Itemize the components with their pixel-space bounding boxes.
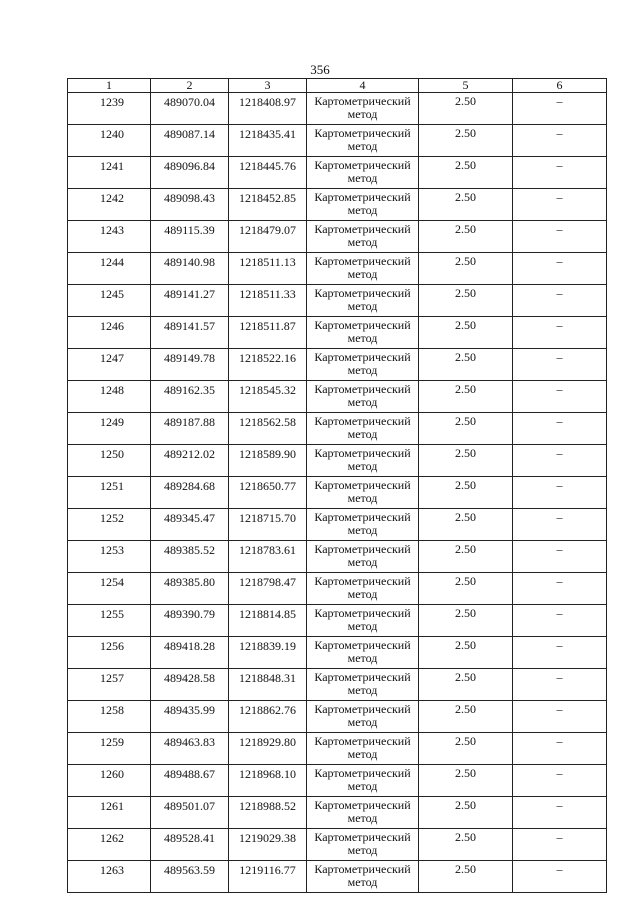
note-cell: – <box>513 189 607 221</box>
method-cell: Картометрический метод <box>307 765 419 797</box>
x-coordinate-cell: 489284.68 <box>151 477 229 509</box>
accuracy-cell: 2.50 <box>419 445 513 477</box>
x-coordinate-cell: 489345.47 <box>151 509 229 541</box>
note-cell: – <box>513 765 607 797</box>
point-number-cell: 1255 <box>68 605 151 637</box>
note-cell: – <box>513 125 607 157</box>
x-coordinate-cell: 489501.07 <box>151 797 229 829</box>
table-row <box>68 733 607 765</box>
method-cell: Картометрический метод <box>307 125 419 157</box>
accuracy-cell: 2.50 <box>419 861 513 893</box>
table-row <box>68 349 607 381</box>
point-number-cell: 1252 <box>68 509 151 541</box>
method-cell: Картометрический метод <box>307 381 419 413</box>
method-cell: Картометрический метод <box>307 413 419 445</box>
x-coordinate-cell: 489096.84 <box>151 157 229 189</box>
point-number-cell: 1244 <box>68 253 151 285</box>
point-number-cell: 1239 <box>68 93 151 125</box>
y-coordinate-cell: 1219029.38 <box>229 829 307 861</box>
note-cell: – <box>513 157 607 189</box>
accuracy-cell: 2.50 <box>419 733 513 765</box>
accuracy-cell: 2.50 <box>419 413 513 445</box>
point-number-cell: 1261 <box>68 797 151 829</box>
column-header: 4 <box>307 79 419 93</box>
method-cell: Картометрический метод <box>307 285 419 317</box>
accuracy-cell: 2.50 <box>419 157 513 189</box>
point-number-cell: 1256 <box>68 637 151 669</box>
column-header: 2 <box>151 79 229 93</box>
point-number-cell: 1245 <box>68 285 151 317</box>
note-cell: – <box>513 93 607 125</box>
x-coordinate-cell: 489098.43 <box>151 189 229 221</box>
table-row <box>68 509 607 541</box>
table-row <box>68 573 607 605</box>
method-cell: Картометрический метод <box>307 829 419 861</box>
x-coordinate-cell: 489463.83 <box>151 733 229 765</box>
method-cell: Картометрический метод <box>307 701 419 733</box>
note-cell: – <box>513 861 607 893</box>
x-coordinate-cell: 489087.14 <box>151 125 229 157</box>
table-row <box>68 861 607 893</box>
coordinates-table <box>67 78 607 893</box>
accuracy-cell: 2.50 <box>419 93 513 125</box>
table-row <box>68 413 607 445</box>
point-number-cell: 1263 <box>68 861 151 893</box>
note-cell: – <box>513 413 607 445</box>
y-coordinate-cell: 1218445.76 <box>229 157 307 189</box>
y-coordinate-cell: 1218929.80 <box>229 733 307 765</box>
accuracy-cell: 2.50 <box>419 573 513 605</box>
note-cell: – <box>513 381 607 413</box>
note-cell: – <box>513 445 607 477</box>
method-cell: Картометрический метод <box>307 253 419 285</box>
accuracy-cell: 2.50 <box>419 669 513 701</box>
x-coordinate-cell: 489528.41 <box>151 829 229 861</box>
note-cell: – <box>513 509 607 541</box>
table-body <box>68 93 607 893</box>
x-coordinate-cell: 489115.39 <box>151 221 229 253</box>
x-coordinate-cell: 489162.35 <box>151 381 229 413</box>
method-cell: Картометрический метод <box>307 861 419 893</box>
point-number-cell: 1246 <box>68 317 151 349</box>
table-row <box>68 317 607 349</box>
table-row <box>68 541 607 573</box>
x-coordinate-cell: 489141.57 <box>151 317 229 349</box>
x-coordinate-cell: 489187.88 <box>151 413 229 445</box>
point-number-cell: 1240 <box>68 125 151 157</box>
y-coordinate-cell: 1218798.47 <box>229 573 307 605</box>
note-cell: – <box>513 829 607 861</box>
point-number-cell: 1259 <box>68 733 151 765</box>
y-coordinate-cell: 1218435.41 <box>229 125 307 157</box>
note-cell: – <box>513 701 607 733</box>
x-coordinate-cell: 489212.02 <box>151 445 229 477</box>
table-row <box>68 285 607 317</box>
note-cell: – <box>513 669 607 701</box>
y-coordinate-cell: 1218862.76 <box>229 701 307 733</box>
y-coordinate-cell: 1218511.13 <box>229 253 307 285</box>
point-number-cell: 1260 <box>68 765 151 797</box>
table-row <box>68 605 607 637</box>
table-row <box>68 381 607 413</box>
method-cell: Картометрический метод <box>307 189 419 221</box>
table-row <box>68 829 607 861</box>
note-cell: – <box>513 285 607 317</box>
y-coordinate-cell: 1219116.77 <box>229 861 307 893</box>
point-number-cell: 1248 <box>68 381 151 413</box>
note-cell: – <box>513 253 607 285</box>
table-row <box>68 701 607 733</box>
note-cell: – <box>513 221 607 253</box>
x-coordinate-cell: 489563.59 <box>151 861 229 893</box>
point-number-cell: 1249 <box>68 413 151 445</box>
method-cell: Картометрический метод <box>307 221 419 253</box>
accuracy-cell: 2.50 <box>419 829 513 861</box>
y-coordinate-cell: 1218562.58 <box>229 413 307 445</box>
y-coordinate-cell: 1218839.19 <box>229 637 307 669</box>
page-number: 356 <box>310 62 330 77</box>
accuracy-cell: 2.50 <box>419 509 513 541</box>
y-coordinate-cell: 1218848.31 <box>229 669 307 701</box>
note-cell: – <box>513 349 607 381</box>
method-cell: Картометрический метод <box>307 733 419 765</box>
x-coordinate-cell: 489428.58 <box>151 669 229 701</box>
point-number-cell: 1247 <box>68 349 151 381</box>
accuracy-cell: 2.50 <box>419 701 513 733</box>
note-cell: – <box>513 637 607 669</box>
table-row <box>68 93 607 125</box>
method-cell: Картометрический метод <box>307 797 419 829</box>
table-row <box>68 669 607 701</box>
y-coordinate-cell: 1218408.97 <box>229 93 307 125</box>
accuracy-cell: 2.50 <box>419 381 513 413</box>
table-row <box>68 157 607 189</box>
column-header: 5 <box>419 79 513 93</box>
table-row <box>68 189 607 221</box>
y-coordinate-cell: 1218545.32 <box>229 381 307 413</box>
x-coordinate-cell: 489141.27 <box>151 285 229 317</box>
column-header: 6 <box>513 79 607 93</box>
accuracy-cell: 2.50 <box>419 253 513 285</box>
point-number-cell: 1250 <box>68 445 151 477</box>
column-header: 3 <box>229 79 307 93</box>
method-cell: Картометрический метод <box>307 669 419 701</box>
point-number-cell: 1254 <box>68 573 151 605</box>
accuracy-cell: 2.50 <box>419 637 513 669</box>
note-cell: – <box>513 605 607 637</box>
y-coordinate-cell: 1218814.85 <box>229 605 307 637</box>
method-cell: Картометрический метод <box>307 573 419 605</box>
method-cell: Картометрический метод <box>307 349 419 381</box>
method-cell: Картометрический метод <box>307 637 419 669</box>
y-coordinate-cell: 1218783.61 <box>229 541 307 573</box>
method-cell: Картометрический метод <box>307 93 419 125</box>
table-row <box>68 637 607 669</box>
x-coordinate-cell: 489418.28 <box>151 637 229 669</box>
point-number-cell: 1241 <box>68 157 151 189</box>
y-coordinate-cell: 1218988.52 <box>229 797 307 829</box>
point-number-cell: 1243 <box>68 221 151 253</box>
note-cell: – <box>513 477 607 509</box>
table-row <box>68 253 607 285</box>
y-coordinate-cell: 1218589.90 <box>229 445 307 477</box>
y-coordinate-cell: 1218522.16 <box>229 349 307 381</box>
x-coordinate-cell: 489390.79 <box>151 605 229 637</box>
x-coordinate-cell: 489070.04 <box>151 93 229 125</box>
note-cell: – <box>513 733 607 765</box>
x-coordinate-cell: 489488.67 <box>151 765 229 797</box>
x-coordinate-cell: 489385.80 <box>151 573 229 605</box>
x-coordinate-cell: 489385.52 <box>151 541 229 573</box>
accuracy-cell: 2.50 <box>419 349 513 381</box>
point-number-cell: 1257 <box>68 669 151 701</box>
point-number-cell: 1251 <box>68 477 151 509</box>
accuracy-cell: 2.50 <box>419 317 513 349</box>
note-cell: – <box>513 317 607 349</box>
table-row <box>68 445 607 477</box>
y-coordinate-cell: 1218968.10 <box>229 765 307 797</box>
point-number-cell: 1262 <box>68 829 151 861</box>
point-number-cell: 1258 <box>68 701 151 733</box>
table-row <box>68 221 607 253</box>
x-coordinate-cell: 489149.78 <box>151 349 229 381</box>
accuracy-cell: 2.50 <box>419 605 513 637</box>
method-cell: Картометрический метод <box>307 445 419 477</box>
y-coordinate-cell: 1218479.07 <box>229 221 307 253</box>
accuracy-cell: 2.50 <box>419 541 513 573</box>
accuracy-cell: 2.50 <box>419 221 513 253</box>
note-cell: – <box>513 541 607 573</box>
accuracy-cell: 2.50 <box>419 125 513 157</box>
x-coordinate-cell: 489140.98 <box>151 253 229 285</box>
accuracy-cell: 2.50 <box>419 477 513 509</box>
y-coordinate-cell: 1218511.33 <box>229 285 307 317</box>
table-row <box>68 477 607 509</box>
note-cell: – <box>513 797 607 829</box>
table-row <box>68 797 607 829</box>
column-header: 1 <box>68 79 151 93</box>
y-coordinate-cell: 1218452.85 <box>229 189 307 221</box>
method-cell: Картометрический метод <box>307 157 419 189</box>
accuracy-cell: 2.50 <box>419 189 513 221</box>
point-number-cell: 1242 <box>68 189 151 221</box>
accuracy-cell: 2.50 <box>419 765 513 797</box>
method-cell: Картометрический метод <box>307 317 419 349</box>
y-coordinate-cell: 1218650.77 <box>229 477 307 509</box>
method-cell: Картометрический метод <box>307 509 419 541</box>
table-header-row <box>68 79 607 93</box>
method-cell: Картометрический метод <box>307 477 419 509</box>
y-coordinate-cell: 1218715.70 <box>229 509 307 541</box>
accuracy-cell: 2.50 <box>419 285 513 317</box>
y-coordinate-cell: 1218511.87 <box>229 317 307 349</box>
note-cell: – <box>513 573 607 605</box>
accuracy-cell: 2.50 <box>419 797 513 829</box>
method-cell: Картометрический метод <box>307 541 419 573</box>
table-row <box>68 765 607 797</box>
method-cell: Картометрический метод <box>307 605 419 637</box>
x-coordinate-cell: 489435.99 <box>151 701 229 733</box>
table-row <box>68 125 607 157</box>
point-number-cell: 1253 <box>68 541 151 573</box>
